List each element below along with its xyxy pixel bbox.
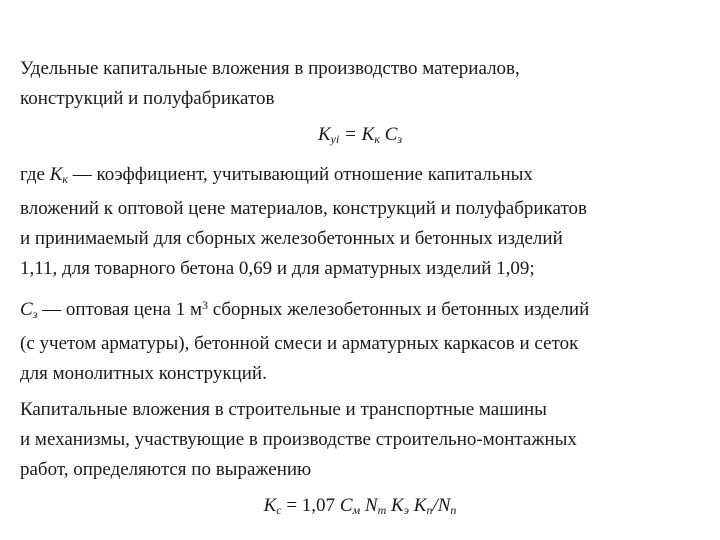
machines-line-3: работ, определяются по выражению [20,459,312,480]
where-line-4: 1,11, для товарного бетона 0,69 и для арматурных изделий 1,09; [20,258,535,279]
where-paragraph [20,160,700,284]
where-line-2: вложений к оптовой цене материалов, конструкций и полуфабрикатов [20,198,587,219]
formula2-term-c: $C_м$ [339,495,361,517]
intro-paragraph [20,54,700,114]
price-line-2: (с учетом арматуры), бетонной смеси и арматурных каркасов и сеток [20,333,579,354]
intro-line-1: Удельные капитальные вложения в производство материалов, [20,58,520,79]
machines-paragraph [20,395,700,485]
formula1-term-k: $K_к$ [361,124,380,146]
formula2-lhs: $K_c$ [263,495,282,517]
formula2-term-np: $/N_п$ [432,495,457,517]
formula1-term-c: $C_з$ [379,124,403,146]
document-body [20,54,700,531]
machines-line-1: Капитальные вложения в строительные и транспортные машины [20,399,547,420]
where-line-3: и принимаемый для сборных железобетонных и бетонных изделий [20,228,563,249]
machines-line-2: и механизмы, участвующие в производстве строительно-монтажных [20,429,577,450]
price-line-1a: — оптовая цена 1 м [37,299,202,320]
intro-line-2: конструкций и полуфабрикатов [20,88,275,109]
price-symbol: $C_з$ [20,299,38,321]
formula-specific-investment [20,120,700,154]
where-line-1: — коэффициент, учитывающий отношение капитальных [68,164,533,185]
formula1-lhs: $K_{yi}$ [317,124,340,146]
formula2-term-ke: $K_э$ [386,495,410,517]
price-paragraph [20,290,700,389]
formula2-term-n: $N_т$ [360,495,387,517]
formula1-equals: = [339,124,362,145]
price-line-1b: сборных железобетонных и бетонных изделий [207,299,590,320]
formula-machines-investment [20,491,700,525]
cube-superscript: 3 [201,298,208,312]
where-prefix: где [20,164,50,185]
formula2-term-kp: $K_п$ [409,495,433,517]
price-line-3: для монолитных конструкций. [20,363,267,384]
coef-symbol: $K_к$ [49,164,69,186]
formula2-coefficient: = 1,07 [281,495,340,516]
